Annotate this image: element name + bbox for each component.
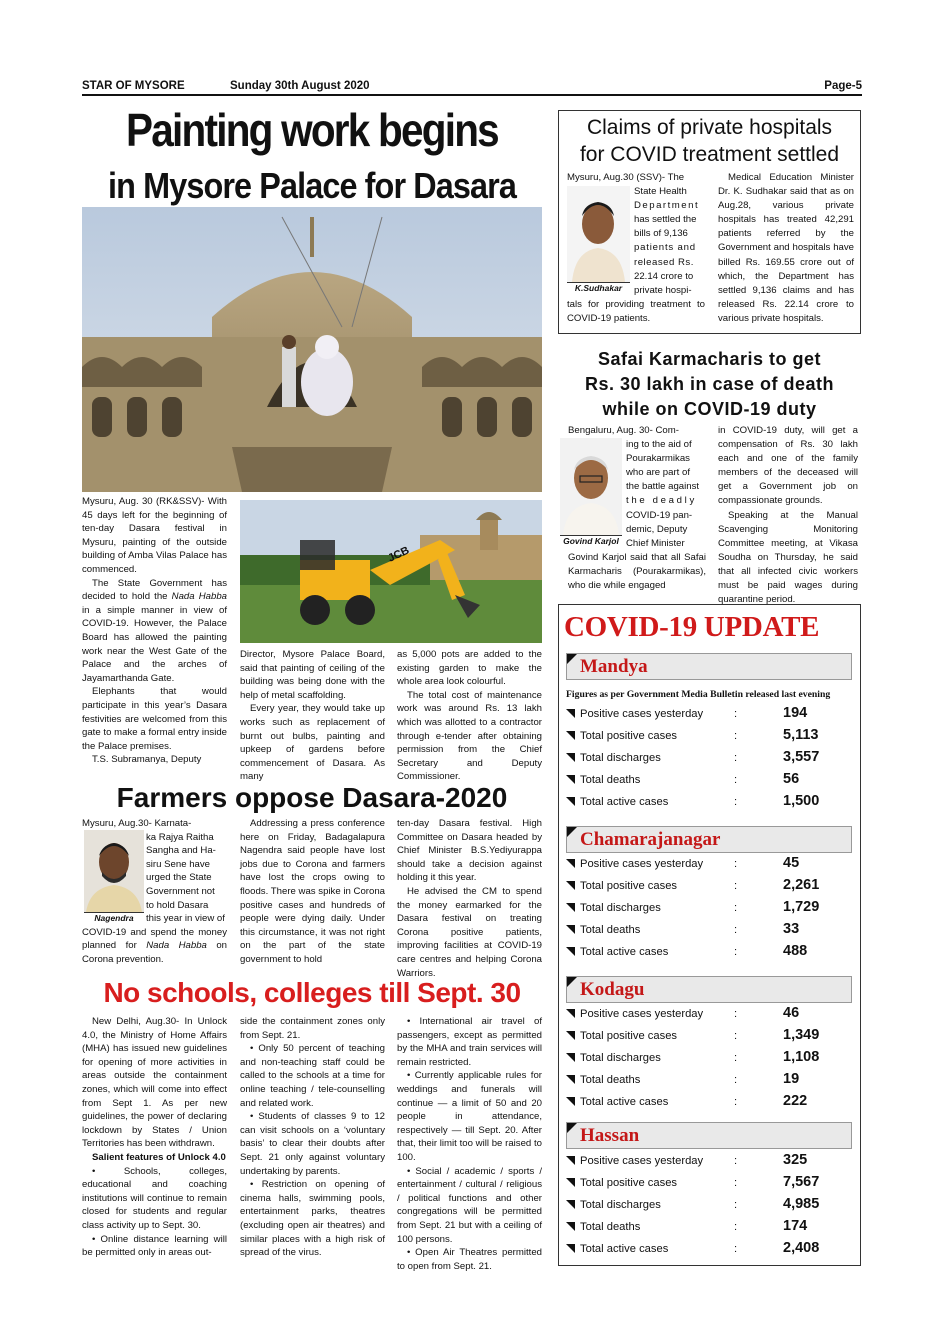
arrow-icon (566, 947, 575, 956)
district-name: Mandya (580, 656, 648, 677)
stat-label: Total active cases (580, 1243, 669, 1255)
corner-marker-icon (567, 977, 577, 987)
stat-value: 4,985 (783, 1196, 820, 1212)
district-header-chamarajanagar (566, 826, 852, 853)
farmers-column-3: ten-day Dasara festival. High Committee on Dasara headed by Chief Minister B.S.Yediyurappa should take a decision against holding it this year. He advised the CM to spend the money earmarked for the Dasara festival on treating Corona positive patients, improving facilities at COVID-19 care centres and helping Corona Warriors. (397, 818, 542, 979)
corner-marker-icon (567, 1123, 577, 1133)
safai-headline-3: while on COVID-19 duty (602, 399, 817, 419)
palace-headline-2: in Mysore Palace for Dasara (108, 165, 516, 206)
stat-colon: : (734, 1177, 738, 1189)
stat-colon: : (734, 708, 738, 720)
page-number: Page-5 (824, 80, 862, 92)
schools-column-2: side the containment zones only from Sept. 21. • Only 50 percent of teaching and non-teaching staff could be called to the schools at a time for online teaching / tele-counselling and related work. • Students of classes 9 to 12 can visit schools on a ‘voluntary basis’ to clear their doubts after Sept. 21 only against voluntary undertaking by parents. • Restriction on opening of cinema halls, swimming pools, entertainment parks, theatres (excluding open air theatres) and similar places with a high risk of spread of the virus. (240, 1016, 385, 1259)
claims-headline-1: Claims of private hospitals (586, 116, 833, 139)
stat-row (566, 1071, 852, 1093)
arrow-icon (566, 1031, 575, 1040)
stat-row (566, 1049, 852, 1071)
arrow-icon (566, 797, 575, 806)
stat-label: Total deaths (580, 774, 641, 786)
stat-value: 2,261 (783, 877, 820, 893)
arrow-icon (566, 1009, 575, 1018)
stat-label: Total positive cases (580, 1030, 678, 1042)
palace-story-column-1: Mysuru, Aug. 30 (RK&SSV)- With 45 days left for the beginning of ten-day Dasara festival in Mysuru, painting of the outside building of Amba Vilas Palace has commenced. The State Government has decided to hold the Nada Habba in a simple manner in view of COVID-19. However, the Palace Board has allowed the painting work near the West Gate of the Palace and the arches of Jayamarthanda Gate. Elephants that would participate in this year’s Dasara festivities are welcomed from this gate to make a formal entry inside the Palace premises. T.S. Subramanya, Deputy (82, 496, 228, 766)
stat-colon: : (734, 946, 738, 958)
farmers-column-1: Mysuru, Aug.30- Karnata- ka Rajya Raitha Sangha and Ha- siru Sene have urged the State Government not to hold Dasara this year in view of COVID-19 and spend the money planned for Nada Habba on Corona prevention. (82, 818, 228, 965)
stat-colon: : (734, 774, 738, 786)
stat-value: 488 (783, 943, 808, 959)
page-header (82, 80, 862, 96)
district-header-mandya (566, 653, 852, 680)
schools-column-3: • International air travel of passengers, except as permitted by the MHA and train services will remain restricted. • Currently applicable rules for weddings and funerals will continue — a limit of 50 and 20 people in attendance, respectively — till Sept. 20. After that, their limit too will be raised to 100. • Social / academic / sports / entertainment / cultural / religious / political functions and other congregations will be permitted from Sept. 21 but with a ceiling of 100 persons. • Open Air Theatres permitted to open from Sept. 21. (397, 1016, 542, 1272)
farmers-headline: Farmers oppose Dasara-2020 (116, 782, 508, 813)
stat-colon: : (734, 858, 738, 870)
stat-label: Total positive cases (580, 730, 678, 742)
stat-value: 2,408 (783, 1240, 820, 1256)
district-name: Hassan (580, 1125, 640, 1146)
stat-label: Total discharges (580, 752, 661, 764)
karjol-caption: Govind Karjol (560, 535, 622, 548)
arrow-icon (566, 1156, 575, 1165)
stat-colon: : (734, 1096, 738, 1108)
stat-colon: : (734, 796, 738, 808)
corner-marker-icon (567, 654, 577, 664)
stat-value: 325 (783, 1152, 808, 1168)
arrow-icon (566, 925, 575, 934)
stat-row (566, 855, 852, 877)
arrow-icon (566, 881, 575, 890)
stat-colon: : (734, 902, 738, 914)
stat-row (566, 1240, 852, 1262)
stat-label: Total discharges (580, 1199, 661, 1211)
corner-marker-icon (567, 827, 577, 837)
stat-row (566, 899, 852, 921)
schools-column-1: New Delhi, Aug.30- In Unlock 4.0, the Ministry of Home Affairs (MHA) has issued new guidelines for opening of more activities in areas outside the containment zones, which will come into effect from Sept 1. As per new guidelines, the power of declaring lockdown by States / Union Territories has been withdrawn. Salient features of Unlock 4.0 • Schools, colleges, educational and coaching institutions will continue to remain closed for students and regular class activity up to Sept. 30. • Online distance learning will be permitted only in areas out- (82, 1016, 227, 1259)
claims-right-column: Medical Education Minister Dr. K. Sudhakar said that as on Aug.28, various private hospitals has treated 42,291 patients referred by the Government and hospitals have billed Rs. 169.55 crore out of which, the Department has settled 9,136 claims and has released Rs. 22.14 crore to various private hospitals. (718, 172, 854, 324)
stat-row (566, 1174, 852, 1196)
district-header-hassan (566, 1122, 852, 1149)
stat-row (566, 1196, 852, 1218)
stat-colon: : (734, 1074, 738, 1086)
claims-left-narrow: Mysuru, Aug.30 (SSV)- The State Health Department has settled the bills of 9,136 patients and released Rs. 22.14 crore to private hospi- tals for providing treatment to COVID-19 patients. (567, 172, 705, 324)
stat-colon: : (734, 1030, 738, 1042)
stat-label: Positive cases yesterday (580, 708, 704, 720)
stat-row (566, 749, 852, 771)
stat-label: Total deaths (580, 1221, 641, 1233)
stat-value: 1,349 (783, 1027, 820, 1043)
stat-value: 194 (783, 705, 808, 721)
stat-colon: : (734, 1052, 738, 1064)
stat-label: Positive cases yesterday (580, 1155, 704, 1167)
stat-value: 222 (783, 1093, 808, 1109)
stat-value: 46 (783, 1005, 800, 1021)
stat-row (566, 1027, 852, 1049)
stat-colon: : (734, 1221, 738, 1233)
stat-colon: : (734, 1008, 738, 1020)
palace-story-column-3: as 5,000 pots are added to the existing garden to make the whole area look colourful. The total cost of maintenance work was around Rs. 13 lakh which was allotted to a contractor through e-tender after obtaining permission from the Chief Secretary and Deputy Commissioner. (397, 649, 542, 783)
stat-value: 1,108 (783, 1049, 820, 1065)
stat-colon: : (734, 730, 738, 742)
arrow-icon (566, 753, 575, 762)
stat-value: 45 (783, 855, 800, 871)
stat-row (566, 877, 852, 899)
safai-right-column: in COVID-19 duty, will get a compensation of Rs. 30 lakh each and one of the family members of the deceased will get a Government job on compassionate grounds. Speaking at the Manual Scavenging Monitoring Committee meeting, at Vikasa Soudha on Thursday, he said that all infected civic workers must be paid wages during quarantine period. (718, 425, 858, 606)
paper-name: STAR OF MYSORE (82, 80, 185, 92)
safai-left-column: Bengaluru, Aug. 30- Com- ing to the aid of Pourakarmikas who are part of the battle against t h e d e a d l y COVID-19 pan- demic, Deputy Chief Minister Govind Karjol said that all Safai Karmacharis (Pourakarmikas), who die while engaged (568, 425, 706, 592)
stat-value: 1,500 (783, 793, 820, 809)
stat-label: Total deaths (580, 1074, 641, 1086)
covid-update-title: COVID-19 UPDATE (564, 611, 820, 643)
stat-colon: : (734, 1243, 738, 1255)
stat-label: Total discharges (580, 902, 661, 914)
stat-value: 7,567 (783, 1174, 820, 1190)
claims-headline-2: for COVID treatment settled (579, 143, 840, 166)
arrow-icon (566, 1244, 575, 1253)
stat-row (566, 705, 852, 727)
stat-colon: : (734, 752, 738, 764)
issue-date: Sunday 30th August 2020 (230, 80, 370, 92)
stat-value: 5,113 (783, 727, 819, 743)
arrow-icon (566, 1222, 575, 1231)
stat-row (566, 943, 852, 965)
arrow-icon (566, 1097, 575, 1106)
stat-label: Total active cases (580, 946, 669, 958)
arrow-icon (566, 775, 575, 784)
safai-headline-2: Rs. 30 lakh in case of death (584, 374, 835, 394)
sudhakar-caption: K.Sudhakar (567, 282, 630, 295)
stat-colon: : (734, 1155, 738, 1167)
arrow-icon (566, 1075, 575, 1084)
district-name: Kodagu (580, 979, 645, 1000)
arrow-icon (566, 731, 575, 740)
safai-headline-1: Safai Karmacharis to get (597, 349, 822, 369)
stat-colon: : (734, 924, 738, 936)
stat-value: 56 (783, 771, 800, 787)
stat-label: Total deaths (580, 924, 641, 936)
stat-colon: : (734, 880, 738, 892)
stat-label: Total active cases (580, 1096, 669, 1108)
stat-row (566, 1005, 852, 1027)
stat-value: 33 (783, 921, 800, 937)
arrow-icon (566, 1178, 575, 1187)
arrow-icon (566, 1053, 575, 1062)
arrow-icon (566, 859, 575, 868)
arrow-icon (566, 1200, 575, 1209)
arrow-icon (566, 903, 575, 912)
district-header-kodagu (566, 976, 852, 1003)
palace-headline-1: Painting work begins (126, 104, 498, 156)
stat-label: Total active cases (580, 796, 669, 808)
nagendra-caption: Nagendra (84, 912, 144, 925)
stat-row (566, 771, 852, 793)
jcb-logo: JCB (386, 544, 412, 565)
stat-value: 174 (783, 1218, 808, 1234)
stat-row (566, 1152, 852, 1174)
stat-colon: : (734, 1199, 738, 1211)
stat-value: 1,729 (783, 899, 820, 915)
covid-subtitle: Figures as per Government Media Bulletin released last evening (566, 689, 831, 700)
stat-label: Total positive cases (580, 880, 678, 892)
stat-label: Total positive cases (580, 1177, 678, 1189)
palace-story-column-2: Director, Mysore Palace Board, said that painting of ceiling of the building was being done with the help of metal scaffolding. Every year, they would take up works such as replacement of burnt out bulbs, painting and upkeep of gardens before commencement of Dasara. As many (240, 649, 385, 783)
stat-label: Positive cases yesterday (580, 858, 704, 870)
schools-headline: No schools, colleges till Sept. 30 (103, 977, 521, 1008)
stat-label: Total discharges (580, 1052, 661, 1064)
stat-row (566, 1218, 852, 1240)
stat-row (566, 1093, 852, 1115)
arrow-icon (566, 709, 575, 718)
stat-value: 3,557 (783, 749, 820, 765)
jcb-garden-photo (240, 500, 542, 643)
farmers-column-2: Addressing a press conference here on Friday, Badagalapura Nagendra said people have lost jobs due to Corona and farmers have lost the crops owing to floods. There was spike in Corona positive cases and hundreds of people were dying daily. Under this circumstance, it was not right on the part of the state government to hold (240, 818, 385, 965)
stat-row (566, 921, 852, 943)
stat-row (566, 793, 852, 815)
district-name: Chamarajanagar (580, 829, 721, 850)
stat-value: 19 (783, 1071, 800, 1087)
stat-label: Positive cases yesterday (580, 1008, 704, 1020)
stat-row (566, 727, 852, 749)
palace-painting-photo (82, 207, 542, 492)
